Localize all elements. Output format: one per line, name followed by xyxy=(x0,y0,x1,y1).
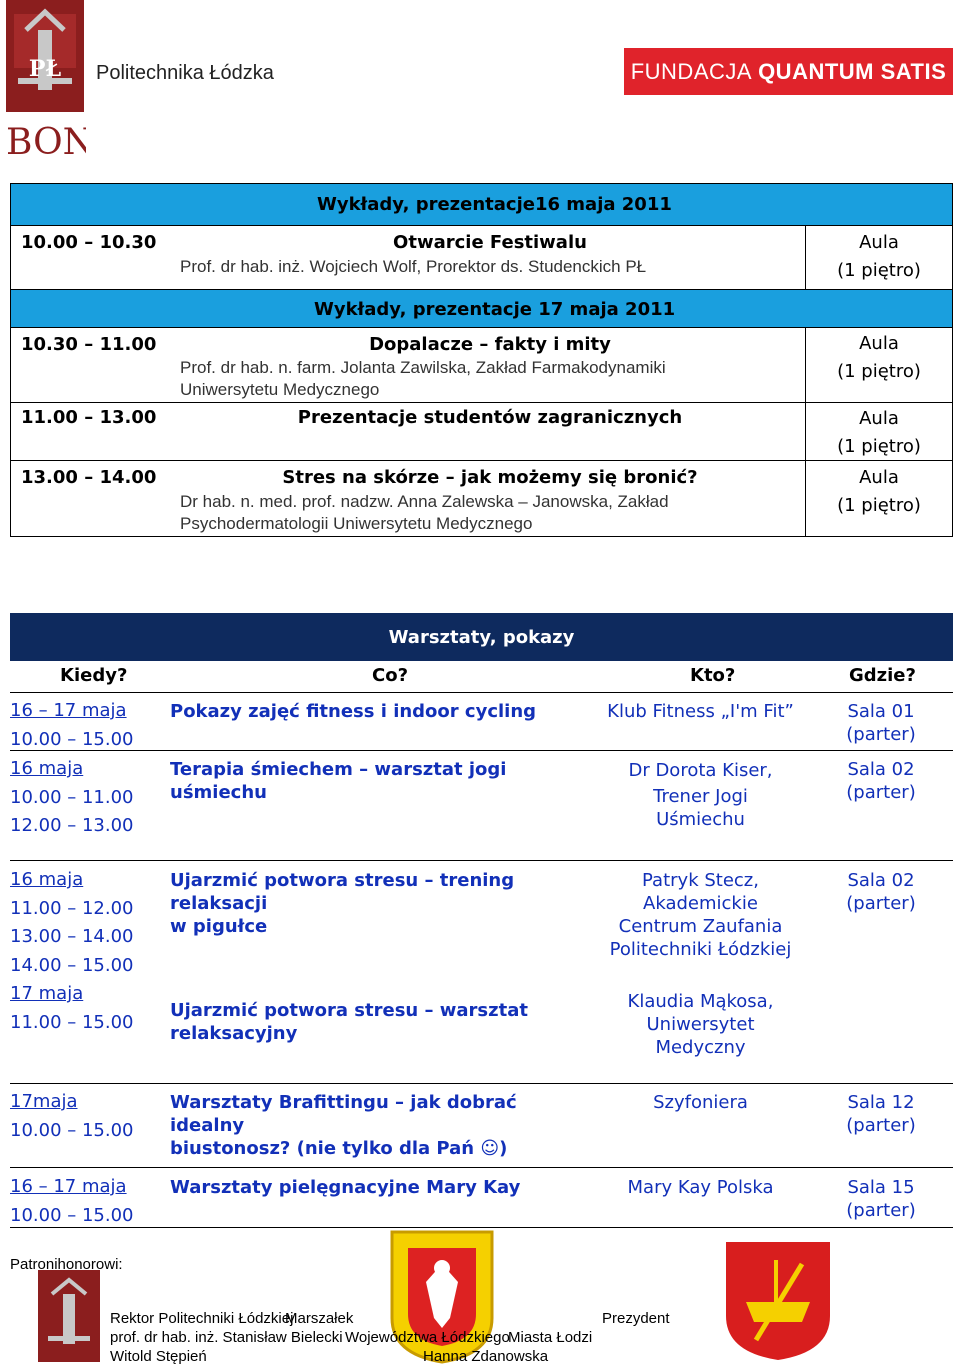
what-line: w pigułce xyxy=(170,916,268,937)
patron-line: prof. dr hab. inż. Stanisław Bielecki xyxy=(110,1329,343,1346)
where-line: (parter) xyxy=(846,893,916,914)
what-line: biustonosz? (nie tylko dla Pań ☺) xyxy=(170,1138,508,1159)
lecture-title: Stres na skórze – jak możemy się bronić? xyxy=(282,467,698,488)
lecture-title: Otwarcie Festiwalu xyxy=(393,232,587,253)
when-line: 16 maja xyxy=(10,869,84,890)
workshop-when xyxy=(10,866,134,1037)
bon-logo xyxy=(6,118,86,160)
where-line: (parter) xyxy=(846,724,916,745)
who-line: Klaudia Mąkosa, xyxy=(627,991,774,1012)
column-divider xyxy=(169,225,170,289)
when-line: 14.00 – 15.00 xyxy=(10,954,134,976)
workshop-what xyxy=(170,999,590,1045)
lecture-place xyxy=(806,330,952,386)
who-line: Uśmiechu xyxy=(656,809,745,830)
what-line: Terapia śmiechem – warsztat jogi uśmiechu xyxy=(170,759,507,803)
pl-logo-text: PŁ xyxy=(28,56,62,82)
lecture-speaker: Prof. dr hab. inż. Wojciech Wolf, Prorektor ds. Studenckich PŁ xyxy=(180,257,647,276)
what-line: relaksacyjny xyxy=(170,1023,298,1044)
what-line: Warsztaty pielęgnacyjne Mary Kay xyxy=(170,1177,521,1198)
patron-line: Witold Stępień xyxy=(110,1348,207,1365)
lecture-place xyxy=(806,405,952,461)
when-line: 17 maja xyxy=(10,983,84,1004)
what-line: Warsztaty Brafittingu – jak dobrać idealny xyxy=(170,1092,517,1136)
patron-line: Rektor Politechniki Łódzkiej xyxy=(110,1310,294,1327)
lecture-row xyxy=(11,402,952,461)
patron-line: Marszałek xyxy=(285,1310,354,1327)
lecture-row xyxy=(11,327,952,403)
university-name: Politechnika Łódzka xyxy=(96,62,274,84)
when-line: 10.00 – 15.00 xyxy=(10,1204,134,1226)
who-line: Patryk Stecz, xyxy=(642,870,759,891)
workshop-when xyxy=(10,1173,134,1230)
who-line: Centrum Zaufania xyxy=(618,916,783,937)
workshop-where xyxy=(831,1091,931,1137)
who-line: Dr Dorota Kiser, xyxy=(628,760,773,781)
politechnika-logo-small xyxy=(38,1270,100,1362)
patron-3 xyxy=(508,1309,670,1347)
divider-line xyxy=(10,692,953,693)
lecture-time: 11.00 – 13.00 xyxy=(21,407,157,428)
workshop-where xyxy=(831,700,931,746)
divider-line xyxy=(10,1167,953,1168)
place-line: (1 piętro) xyxy=(837,436,921,457)
when-line: 16 maja xyxy=(10,758,84,779)
fundacja-banner xyxy=(624,48,953,95)
column-header-where: Gdzie? xyxy=(849,665,916,686)
where-line: Sala 02 xyxy=(847,870,915,891)
when-line: 10.00 – 11.00 xyxy=(10,786,134,808)
workshop-what xyxy=(170,700,590,723)
place-line: Aula xyxy=(859,333,899,354)
divider-line xyxy=(10,750,953,751)
patron-line: Prezydent xyxy=(602,1310,670,1327)
lecture-title: Prezentacje studentów zagranicznych xyxy=(297,407,683,428)
place-line: (1 piętro) xyxy=(837,495,921,516)
speaker-line: Psychodermatologii Uniwersytetu Medycznego xyxy=(180,514,533,533)
workshop-when xyxy=(10,697,134,754)
patron-line: Województwa Łódzkiego xyxy=(345,1329,510,1346)
lecture-row xyxy=(11,225,952,290)
when-line: 16 – 17 maja xyxy=(10,1176,127,1197)
place-line: (1 piętro) xyxy=(837,361,921,382)
lecture-speaker xyxy=(180,491,669,535)
when-line: 10.00 – 15.00 xyxy=(10,1119,134,1141)
who-line: Akademickie xyxy=(643,893,758,914)
workshop-what xyxy=(170,758,590,804)
where-line: (parter) xyxy=(846,1200,916,1221)
when-line: 13.00 – 14.00 xyxy=(10,926,134,947)
workshop-where xyxy=(831,1176,931,1222)
column-header-who: Kto? xyxy=(690,665,736,686)
place-line: Aula xyxy=(859,408,899,429)
when-line: 10.00 – 15.00 xyxy=(10,728,134,750)
bon-text: BON xyxy=(6,122,86,160)
workshop-who xyxy=(598,869,803,961)
divider-line xyxy=(10,860,953,861)
when-line: 16 – 17 maja xyxy=(10,700,127,721)
lecture-time: 10.00 – 10.30 xyxy=(21,232,157,253)
what-line: Ujarzmić potwora stresu – warsztat xyxy=(170,1000,528,1021)
place-line: Aula xyxy=(859,467,899,488)
day2-heading: Wykłady, prezentacje 17 maja 2011 xyxy=(314,299,676,320)
workshop-who xyxy=(598,1176,803,1199)
column-divider xyxy=(805,327,806,536)
lecture-title: Dopalacze – fakty i mity xyxy=(369,334,611,355)
workshop-where xyxy=(831,869,931,915)
speaker-line: Prof. dr hab. n. farm. Jolanta Zawilska, Zakład Farmakodynamiki xyxy=(180,358,666,377)
lecture-place xyxy=(806,229,952,285)
column-divider xyxy=(805,225,806,289)
workshops-heading: Warsztaty, pokazy xyxy=(10,613,953,661)
who-line: Szyfoniera xyxy=(653,1092,748,1113)
day1-heading-band xyxy=(11,184,952,225)
where-line: Sala 01 xyxy=(847,701,915,722)
workshop-when xyxy=(10,1088,134,1145)
patrons-label: Patronihonorowi: xyxy=(10,1256,123,1273)
workshop-who xyxy=(598,700,803,723)
lecture-time: 10.30 – 11.00 xyxy=(21,334,157,355)
who-line: Klub Fitness „I'm Fit” xyxy=(607,701,794,722)
where-line: Sala 02 xyxy=(847,759,915,780)
who-line: Trener Jogi xyxy=(653,786,748,807)
day1-heading: Wykłady, prezentacje16 maja 2011 xyxy=(317,194,672,215)
what-line: Pokazy zajęć fitness i indoor cycling xyxy=(170,701,537,722)
who-line: Uniwersytet xyxy=(646,1014,755,1035)
who-line: Medyczny xyxy=(655,1037,746,1058)
lecture-time: 13.00 – 14.00 xyxy=(21,467,157,488)
column-header-what: Co? xyxy=(372,665,409,686)
speaker-line: Dr hab. n. med. prof. nadzw. Anna Zalewska – Janowska, Zakład xyxy=(180,492,669,511)
workshop-who xyxy=(598,758,803,830)
day2-heading-band xyxy=(11,289,952,328)
place-line: (1 piętro) xyxy=(837,260,921,281)
lectures-table xyxy=(10,183,953,537)
workshop-what xyxy=(170,869,590,938)
lecture-speaker xyxy=(180,357,666,401)
who-line: Mary Kay Polska xyxy=(627,1177,774,1198)
workshop-what xyxy=(170,1091,590,1160)
workshop-who xyxy=(598,990,803,1059)
workshop-when xyxy=(10,755,134,841)
workshop-what xyxy=(170,1176,590,1199)
column-header-when: Kiedy? xyxy=(60,665,128,686)
patron-line: Hanna Zdanowska xyxy=(423,1348,549,1365)
lecture-row xyxy=(11,460,952,537)
workshop-where xyxy=(831,758,931,804)
lodz-coat-of-arms xyxy=(724,1240,832,1362)
politechnika-logo xyxy=(6,0,84,112)
where-line: (parter) xyxy=(846,1115,916,1136)
where-line: Sala 12 xyxy=(847,1092,915,1113)
where-line: (parter) xyxy=(846,782,916,803)
speaker-line: Uniwersytetu Medycznego xyxy=(180,380,380,399)
fundacja-prefix: FUNDACJA xyxy=(630,58,753,84)
what-line: Ujarzmić potwora stresu – trening relaksacji xyxy=(170,870,515,914)
fundacja-name: QUANTUM SATIS xyxy=(758,58,947,84)
patron-line: Miasta Łodzi xyxy=(508,1329,593,1346)
divider-line xyxy=(10,1083,953,1084)
where-line: Sala 15 xyxy=(847,1177,915,1198)
lecture-place xyxy=(806,464,952,520)
when-line: 12.00 – 13.00 xyxy=(10,815,134,836)
place-line: Aula xyxy=(859,232,899,253)
workshop-who xyxy=(598,1091,803,1114)
when-line: 11.00 – 12.00 xyxy=(10,897,134,919)
who-line: Politechniki Łódzkiej xyxy=(609,939,792,960)
when-line: 11.00 – 15.00 xyxy=(10,1011,134,1033)
when-line: 17maja xyxy=(10,1091,78,1112)
